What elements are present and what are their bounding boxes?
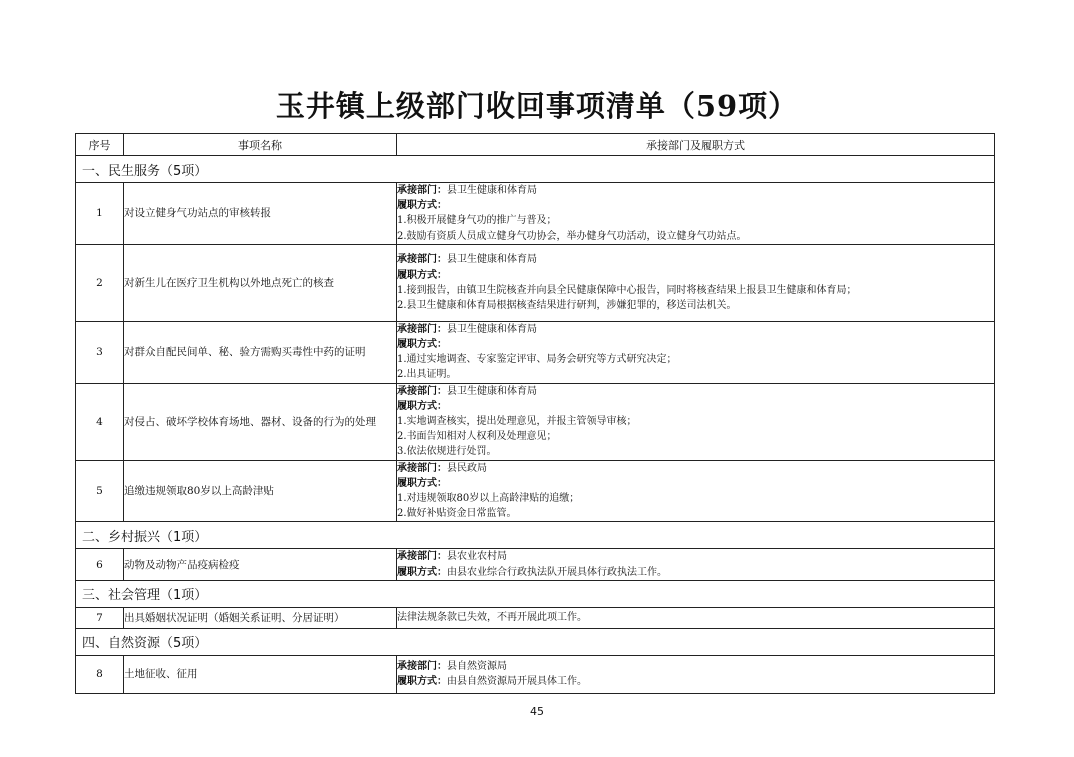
item-detail: [397, 655, 995, 693]
header-item-name: 事项名称: [124, 134, 397, 156]
section-heading: 四、自然资源（5项）: [76, 628, 995, 655]
method-line: [397, 674, 994, 689]
method-step: 1.积极开展健身气功的推广与普及；: [397, 215, 557, 227]
dept-line: [397, 384, 994, 399]
method-step: 3.依法依规进行处罚。: [397, 446, 497, 458]
section-row: [76, 580, 995, 607]
item-name: 对侵占、破坏学校体育场地、器材、设备的行为的处理: [124, 383, 397, 460]
item-detail: [397, 244, 995, 321]
table-row: [76, 321, 995, 383]
dept-value: 县卫生健康和体育局: [447, 254, 537, 266]
item-number: 8: [76, 655, 124, 693]
dept-label: 承接部门：: [397, 185, 447, 196]
dept-value: 县自然资源局: [447, 661, 507, 673]
method-step: 2.县卫生健康和体育局根据核查结果进行研判，涉嫌犯罪的，移送司法机关。: [397, 300, 737, 312]
item-name: 动物及动物产品疫病检疫: [124, 549, 397, 580]
method-step: 2.书面告知相对人权利及处理意见；: [397, 431, 557, 443]
method-value: 由县农业综合行政执法队开展具体行政执法工作。: [447, 566, 667, 578]
dept-label: 承接部门：: [397, 661, 447, 673]
method-step: 2.出具证明。: [397, 369, 457, 381]
dept-value: 县民政局: [447, 462, 487, 474]
method-label: 履职方式：: [397, 566, 447, 578]
item-detail: [397, 183, 995, 245]
dept-line: [397, 183, 994, 198]
method-label: 履职方式：: [397, 339, 447, 351]
method-line: [397, 565, 994, 580]
item-name: 出具婚姻状况证明（婚姻关系证明、分居证明）: [124, 607, 397, 628]
dept-line: [397, 252, 994, 267]
dept-label: 承接部门：: [397, 385, 447, 397]
dept-value: 县卫生健康和体育局: [447, 323, 537, 335]
method-step: 2.鼓励有资质人员成立健身气功协会，举办健身气功活动，设立健身气功站点。: [397, 230, 747, 242]
method-step: 1.通过实地调查、专家鉴定评审、局务会研究等方式研究决定；: [397, 354, 677, 366]
section-heading: 二、乡村振兴（1项）: [76, 522, 995, 549]
item-detail: [397, 321, 995, 383]
table-header-row: [76, 134, 995, 156]
method-label: 履职方式：: [397, 269, 447, 281]
table-row: [76, 549, 995, 580]
item-number: 4: [76, 383, 124, 460]
item-number: 1: [76, 183, 124, 245]
method-step: 2.做好补贴资金日常监管。: [397, 508, 517, 520]
header-number: 序号: [76, 134, 124, 156]
item-number: 6: [76, 549, 124, 580]
item-number: 5: [76, 460, 124, 522]
dept-value: 县卫生健康和体育局: [447, 185, 537, 196]
item-name: 对设立健身气功站点的审核转报: [124, 183, 397, 245]
item-number: 2: [76, 244, 124, 321]
item-detail: [397, 460, 995, 522]
section-row: [76, 156, 995, 183]
dept-label: 承接部门：: [397, 551, 447, 563]
section-heading: 三、社会管理（1项）: [76, 580, 995, 607]
item-name: 对新生儿在医疗卫生机构以外地点死亡的核查: [124, 244, 397, 321]
table-row: [76, 183, 995, 245]
method-step: 1.实地调查核实，提出处理意见，并报主管领导审核；: [397, 416, 637, 428]
header-dept-method: 承接部门及履职方式: [397, 134, 995, 156]
table-row: [76, 655, 995, 693]
item-name: 土地征收、征用: [124, 655, 397, 693]
table-row: [76, 244, 995, 321]
method-step: 1.接到报告，由镇卫生院核查并向县全民健康保障中心报告，同时将核查结果上报县卫生健康和体育局；: [397, 284, 857, 296]
table-row: [76, 607, 995, 628]
dept-line: [397, 322, 994, 337]
item-number: 7: [76, 607, 124, 628]
page-number: 45: [530, 705, 544, 718]
dept-label: 承接部门：: [397, 254, 447, 266]
method-label: 履职方式：: [397, 400, 447, 412]
dept-line: [397, 659, 994, 674]
dept-line: [397, 461, 994, 476]
item-detail: 法律法规条款已失效，不再开展此项工作。: [397, 607, 995, 628]
items-table: [75, 133, 995, 694]
dept-label: 承接部门：: [397, 323, 447, 335]
method-label: 履职方式：: [397, 477, 447, 489]
item-name: 对群众自配民间单、秘、验方需购买毒性中药的证明: [124, 321, 397, 383]
item-detail: [397, 549, 995, 580]
page-title: 玉井镇上级部门收回事项清单（59项）: [275, 89, 799, 123]
table-row: [76, 460, 995, 522]
item-detail: [397, 383, 995, 460]
method-label: 履职方式：: [397, 676, 447, 688]
item-number: 3: [76, 321, 124, 383]
dept-line: [397, 549, 994, 564]
table-row: [76, 383, 995, 460]
section-heading: 一、民生服务（5项）: [76, 156, 995, 183]
section-row: [76, 522, 995, 549]
dept-label: 承接部门：: [397, 462, 447, 474]
dept-value: 县卫生健康和体育局: [447, 385, 537, 397]
item-name: 追缴违规领取80岁以上高龄津贴: [124, 460, 397, 522]
method-value: 由县自然资源局开展具体工作。: [447, 676, 587, 688]
section-row: [76, 628, 995, 655]
method-step: 1.对违规领取80岁以上高龄津贴的追缴；: [397, 493, 580, 505]
method-label: 履职方式：: [397, 200, 447, 212]
dept-value: 县农业农村局: [447, 551, 507, 563]
